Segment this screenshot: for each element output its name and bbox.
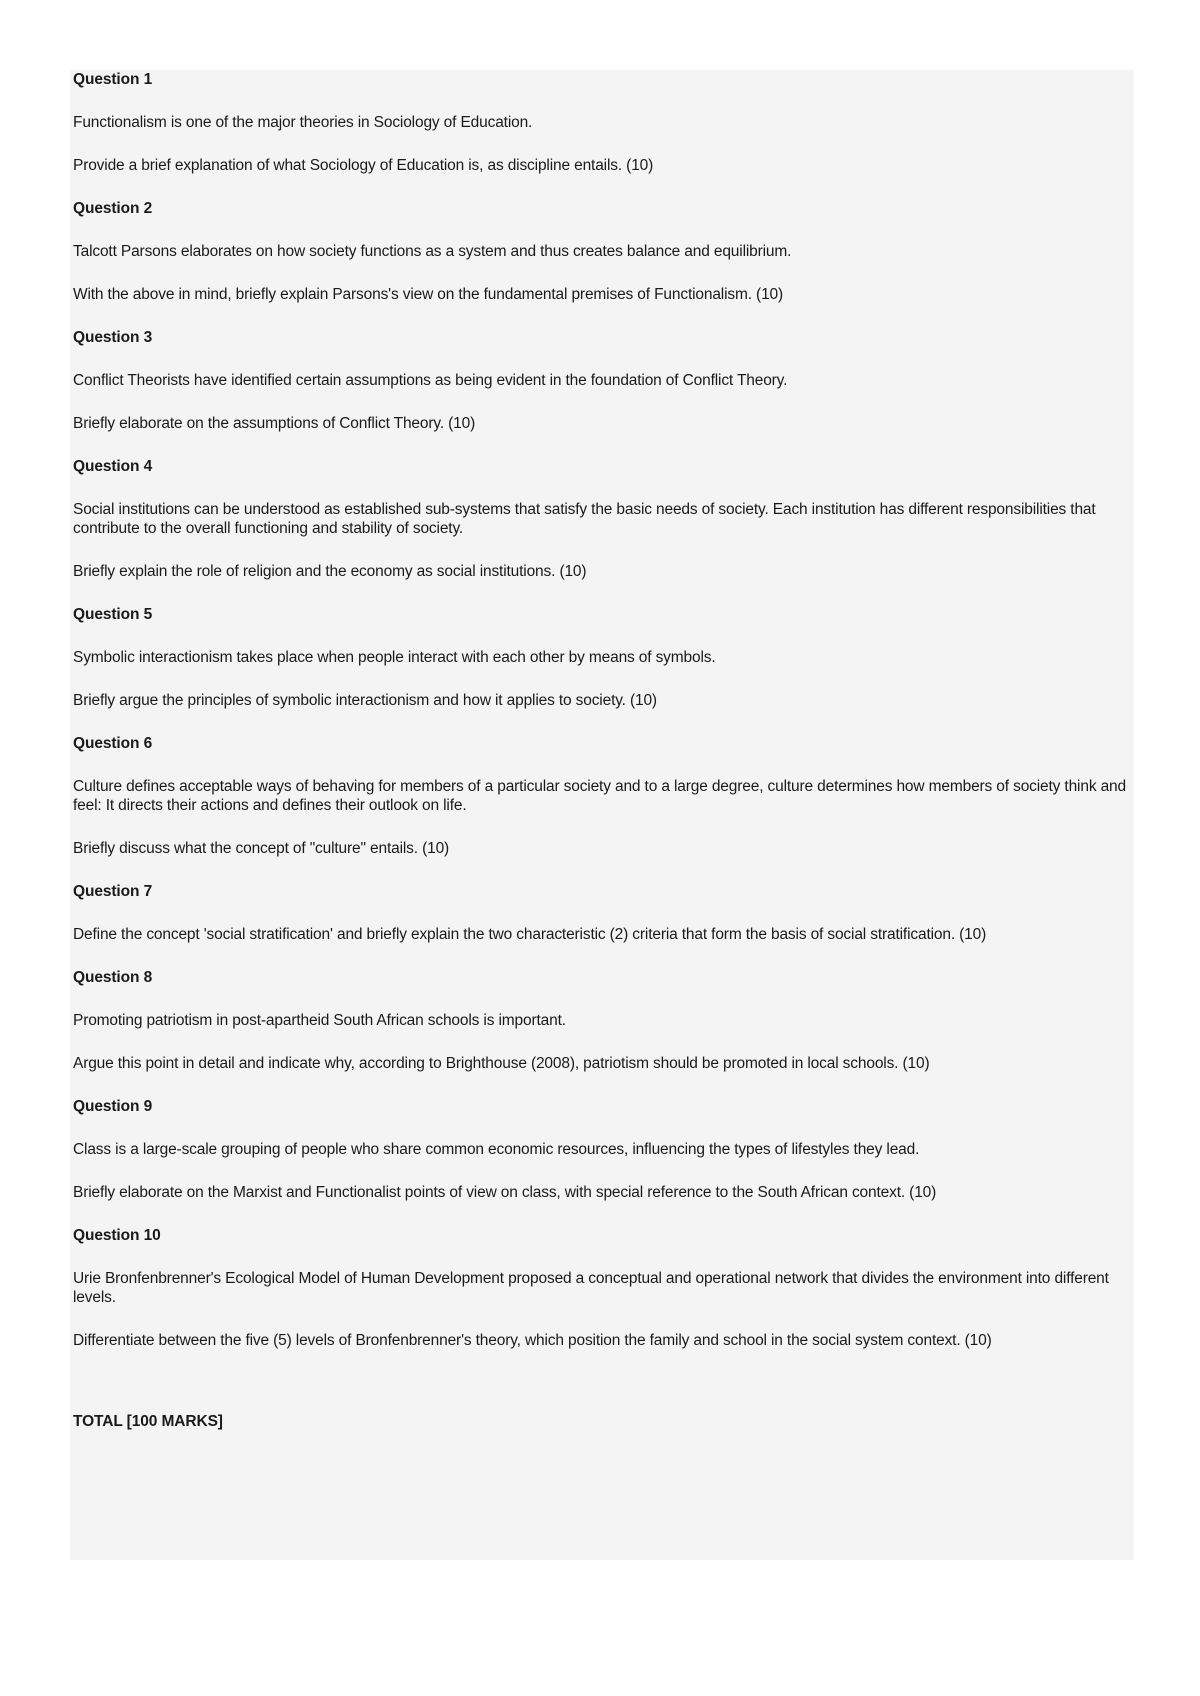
question-prompt: Define the concept 'social stratification' and briefly explain the two characteristic (2) criteria that form the basis of social stratification. (10): [73, 926, 987, 943]
question-title: Question 1: [73, 71, 153, 88]
question-title: Question 3: [73, 329, 153, 346]
question-7: [70, 882, 1134, 944]
question-4: [70, 457, 1134, 581]
question-panel: [70, 70, 1134, 1560]
question-2: [70, 199, 1134, 304]
question-context: Promoting patriotism in post-apartheid South African schools is important.: [73, 1012, 566, 1029]
question-title: Question 4: [73, 458, 153, 475]
question-context: Culture defines acceptable ways of behaving for members of a particular society and to a large degree, culture determines how members of society think and feel: It directs their actions and defines their outlook on life.: [73, 778, 1126, 814]
question-context: Conflict Theorists have identified certain assumptions as being evident in the foundation of Conflict Theory.: [73, 372, 788, 389]
question-5: [70, 605, 1134, 710]
question-title: Question 7: [73, 883, 153, 900]
question-context: Symbolic interactionism takes place when people interact with each other by means of symbols.: [73, 649, 716, 666]
question-prompt: Briefly elaborate on the Marxist and Functionalist points of view on class, with special reference to the South African context. (10): [73, 1184, 937, 1201]
question-prompt: Briefly explain the role of religion and the economy as social institutions. (10): [73, 563, 587, 580]
question-prompt: With the above in mind, briefly explain Parsons's view on the fundamental premises of Functionalism. (10): [73, 286, 784, 303]
question-context: Functionalism is one of the major theories in Sociology of Education.: [73, 114, 533, 131]
question-9: [70, 1097, 1134, 1202]
question-title: Question 9: [73, 1098, 153, 1115]
question-title: Question 5: [73, 606, 153, 623]
question-context: Talcott Parsons elaborates on how society functions as a system and thus creates balance and equilibrium.: [73, 243, 792, 260]
question-title: Question 8: [73, 969, 153, 986]
question-context: Social institutions can be understood as established sub-systems that satisfy the basic needs of society. Each institution has different responsibilities that contribute to the overall functioning and stability of society.: [73, 501, 1096, 537]
total-marks: TOTAL [100 MARKS]: [73, 1413, 223, 1430]
question-title: Question 2: [73, 200, 153, 217]
question-8: [70, 968, 1134, 1073]
question-3: [70, 328, 1134, 433]
question-prompt: Provide a brief explanation of what Sociology of Education is, as discipline entails. (10): [73, 157, 654, 174]
question-prompt: Briefly elaborate on the assumptions of Conflict Theory. (10): [73, 415, 476, 432]
question-title: Question 10: [73, 1227, 161, 1244]
question-prompt: Argue this point in detail and indicate why, according to Brighthouse (2008), patriotism should be promoted in local schools. (10): [73, 1055, 930, 1072]
question-context: Class is a large-scale grouping of people who share common economic resources, influencing the types of lifestyles they lead.: [73, 1141, 920, 1158]
question-10: [70, 1226, 1134, 1350]
question-prompt: Briefly argue the principles of symbolic interactionism and how it applies to society. (10): [73, 692, 657, 709]
question-title: Question 6: [73, 735, 153, 752]
question-context: Urie Bronfenbrenner's Ecological Model of Human Development proposed a conceptual and operational network that divides the environment into different levels.: [73, 1270, 1109, 1306]
question-prompt: Briefly discuss what the concept of "culture" entails. (10): [73, 840, 450, 857]
question-prompt: Differentiate between the five (5) levels of Bronfenbrenner's theory, which position the family and school in the social system context. (10): [73, 1332, 992, 1349]
question-6: [70, 734, 1134, 858]
question-1: [70, 70, 1134, 175]
